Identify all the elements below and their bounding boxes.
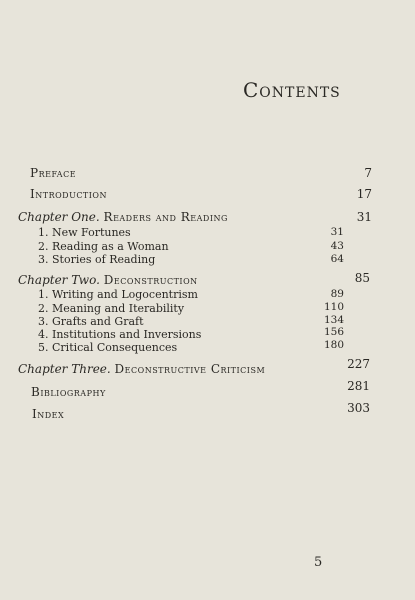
toc-section: [38, 253, 155, 266]
section-page: 89: [330, 288, 344, 300]
toc-entry-introduction: Introduction: [30, 187, 107, 201]
toc-section: [38, 302, 184, 315]
section-number: 3.: [38, 253, 49, 266]
section-number: 3.: [38, 315, 49, 328]
section-page: 156: [323, 326, 344, 338]
toc-section: [38, 288, 198, 301]
section-label: Critical Consequences: [52, 341, 178, 354]
section-number: 5.: [38, 341, 49, 354]
section-number: 1.: [38, 226, 49, 239]
toc-page-chapter-two: 85: [354, 271, 370, 285]
section-page: 180: [323, 339, 344, 351]
section-page: 64: [330, 253, 344, 265]
toc-page-chapter-one: 31: [356, 210, 372, 224]
page-title: Contents: [243, 78, 341, 102]
chapter-two-title: Deconstruction: [103, 273, 198, 287]
section-page: 43: [330, 240, 344, 252]
section-number: 2.: [38, 240, 49, 253]
section-label: Stories of Reading: [52, 253, 156, 266]
section-number: 4.: [38, 328, 49, 341]
toc-entry-preface: Preface: [30, 166, 77, 180]
toc-page-preface: 7: [364, 166, 372, 180]
chapter-three-title: Deconstructive Criticism: [114, 362, 266, 376]
toc-page-index: 303: [347, 401, 370, 415]
section-label: Grafts and Graft: [52, 315, 144, 328]
section-label: Reading as a Woman: [52, 240, 169, 253]
toc-section: [38, 226, 131, 239]
section-label: Institutions and Inversions: [52, 328, 202, 341]
toc-section: [38, 315, 144, 328]
toc-section: [38, 328, 201, 341]
section-page: 134: [323, 314, 344, 326]
section-number: 1.: [38, 288, 49, 301]
page-number: 5: [314, 555, 323, 570]
chapter-one-title: Readers and Reading: [103, 210, 228, 224]
chapter-one-prefix: Chapter One.: [18, 210, 100, 224]
toc-page-bibliography: 281: [347, 379, 370, 393]
chapter-three-prefix: Chapter Three.: [18, 362, 111, 376]
section-page: 110: [323, 301, 344, 313]
section-number: 2.: [38, 302, 49, 315]
toc-chapter-one: [18, 210, 228, 224]
chapter-two-prefix: Chapter Two.: [18, 273, 100, 287]
section-page: 31: [330, 226, 344, 238]
toc-page-introduction: 17: [356, 187, 372, 201]
toc-section: [38, 341, 177, 354]
toc-chapter-two: [18, 273, 198, 287]
toc-chapter-three: [18, 362, 265, 376]
section-label: New Fortunes: [52, 226, 131, 239]
toc-page-chapter-three: 227: [347, 357, 370, 371]
toc-entry-index: Index: [32, 407, 65, 421]
section-label: Writing and Logocentrism: [52, 288, 198, 301]
toc-section: [38, 240, 169, 253]
toc-entry-bibliography: Bibliography: [31, 385, 106, 399]
section-label: Meaning and Iterability: [52, 302, 185, 315]
